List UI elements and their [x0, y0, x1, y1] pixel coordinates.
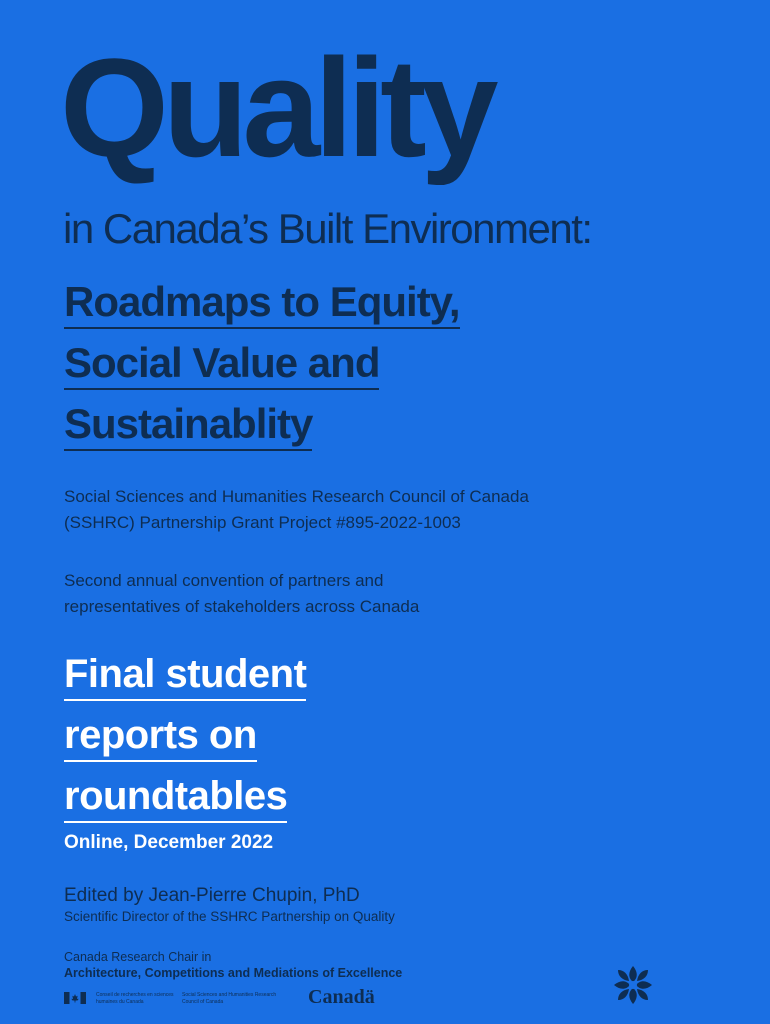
grant-info	[64, 484, 529, 536]
roadmap-line: Social Value and	[64, 338, 379, 390]
report-heading	[64, 646, 306, 829]
gov-org-fr: Conseil de recherches en sciences humaines du Canada	[96, 992, 174, 1005]
grant-line: (SSHRC) Partnership Grant Project #895-2022-1003	[64, 513, 461, 532]
editor-role: Scientific Director of the SSHRC Partnership on Quality	[64, 909, 395, 924]
gov-org-en: Social Sciences and Humanities Research Council of Canada	[182, 992, 277, 1005]
canada-wordmark: Canadä	[308, 986, 375, 1008]
chair-title	[64, 965, 402, 981]
roadmap-line: Roadmaps to Equity,	[64, 277, 460, 329]
report-line: reports on	[64, 710, 257, 762]
canada-flag-icon	[64, 992, 86, 1004]
grant-line: Social Sciences and Humanities Research Council of Canada	[64, 487, 529, 506]
date-line: Online, December 2022	[64, 832, 274, 853]
convention-line: Second annual convention of partners and	[64, 571, 384, 590]
chair-title-text: Architecture, Competitions and Mediations of Excellence	[64, 966, 403, 980]
chair-line: Canada Research Chair in	[64, 950, 212, 964]
roadmap-line: Sustainablity	[64, 399, 312, 451]
cover-title: Quality	[60, 29, 493, 186]
cover-subtitle: in Canada’s Built Environment:	[63, 205, 592, 252]
convention-line: representatives of stakeholders across Canada	[64, 597, 420, 616]
partnership-logo-icon	[612, 964, 654, 1006]
report-line: Final student	[64, 649, 306, 701]
research-chair	[64, 949, 402, 981]
convention-info	[64, 568, 419, 620]
report-line: roundtables	[64, 771, 287, 823]
editor-name: Edited by Jean-Pierre Chupin, PhD	[64, 885, 360, 906]
roadmap-heading	[64, 274, 460, 457]
